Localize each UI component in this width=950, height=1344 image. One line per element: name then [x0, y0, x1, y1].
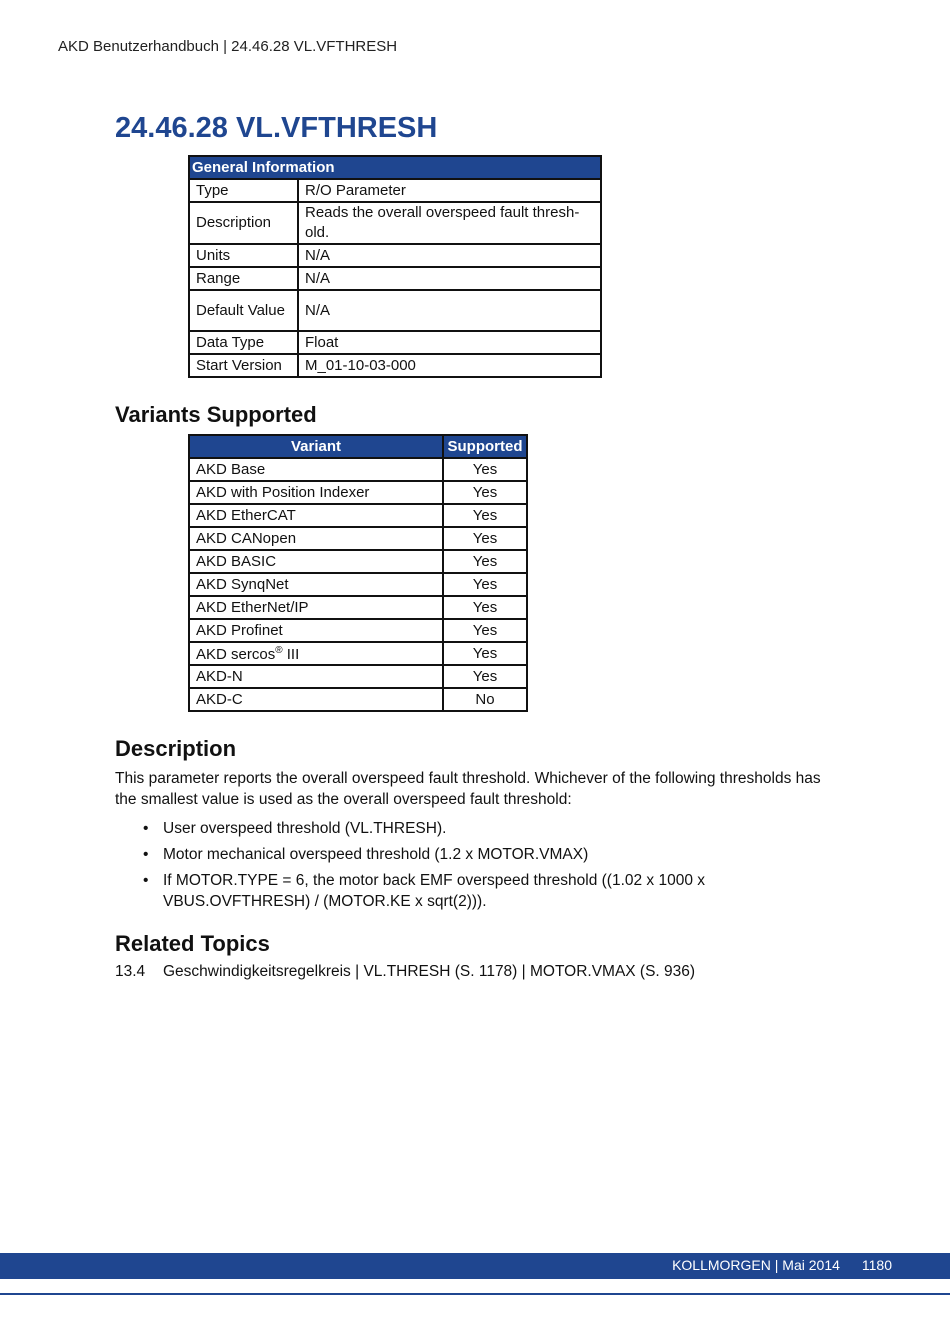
- related-topic-number: 13.4: [115, 963, 146, 980]
- info-value: N/A: [298, 244, 601, 267]
- supported-cell: Yes: [443, 504, 527, 527]
- table-row: [189, 619, 527, 642]
- table-row: [189, 458, 527, 481]
- general-info-heading: General Information: [189, 156, 601, 179]
- list-item: [115, 818, 815, 839]
- page-title: 24.46.28 VL.VFTHRESH: [115, 112, 438, 144]
- supported-column-header: Supported: [443, 435, 527, 458]
- info-key: Units: [189, 244, 298, 267]
- supported-cell: Yes: [443, 642, 527, 665]
- list-item-text: If MOTOR.TYPE = 6, the motor back EMF overspeed threshold ((1.02 x 1000 x VBUS.OVFTHRESH) / (MOTOR.KE x sqrt(2))).: [163, 872, 706, 910]
- list-item-text: Motor mechanical overspeed threshold (1.2 x MOTOR.VMAX): [163, 846, 589, 863]
- info-key: Description: [189, 202, 298, 244]
- variant-cell: AKD EtherCAT: [189, 504, 443, 527]
- table-row: [189, 179, 601, 202]
- supported-cell: Yes: [443, 573, 527, 596]
- info-value: Reads the overall overspeed fault thresh-old.: [298, 202, 601, 244]
- related-topics: [115, 963, 695, 981]
- supported-cell: Yes: [443, 527, 527, 550]
- info-key: Default Value: [189, 290, 298, 331]
- supported-cell: Yes: [443, 619, 527, 642]
- variant-cell: AKD-N: [189, 665, 443, 688]
- info-key: Range: [189, 267, 298, 290]
- variant-name: AKD sercos: [196, 645, 276, 663]
- variant-cell: AKD BASIC: [189, 550, 443, 573]
- list-item: [115, 844, 815, 865]
- related-topics-heading: Related Topics: [115, 931, 270, 956]
- footer-publisher: KOLLMORGEN | Mai 2014: [672, 1257, 840, 1273]
- related-topic-links[interactable]: Geschwindigkeitsregelkreis | VL.THRESH (S. 1178) | MOTOR.VMAX (S. 936): [163, 963, 696, 980]
- info-value: M_01-10-03-000: [298, 354, 601, 377]
- variant-cell: [189, 642, 443, 665]
- variant-cell: AKD Base: [189, 458, 443, 481]
- table-row: [189, 290, 601, 331]
- variant-cell: AKD Profinet: [189, 619, 443, 642]
- info-key: Type: [189, 179, 298, 202]
- bullet-icon: •: [143, 820, 149, 837]
- info-key: Start Version: [189, 354, 298, 377]
- variant-suffix: III: [282, 645, 300, 663]
- variant-cell: AKD CANopen: [189, 527, 443, 550]
- table-row: [189, 244, 601, 267]
- supported-cell: Yes: [443, 596, 527, 619]
- info-value: N/A: [298, 290, 601, 331]
- info-value: N/A: [298, 267, 601, 290]
- threshold-list: [115, 818, 815, 917]
- supported-cell: Yes: [443, 481, 527, 504]
- table-row: [189, 573, 527, 596]
- bullet-icon: •: [143, 846, 149, 863]
- variants-heading: Variants Supported: [115, 402, 317, 427]
- footer-divider: [0, 1293, 950, 1295]
- table-row: [189, 481, 527, 504]
- description-text: This parameter reports the overall overspeed fault threshold. Whichever of the following thresholds has the smallest value is used as the overall overspeed fault threshold:: [115, 770, 821, 808]
- registered-mark: ®: [275, 644, 283, 656]
- table-row: [189, 642, 527, 665]
- list-item: [115, 870, 815, 912]
- footer-bar: [0, 1253, 950, 1279]
- info-value: Float: [298, 331, 601, 354]
- general-info-table: [188, 155, 602, 378]
- table-row: [189, 596, 527, 619]
- table-row: [189, 527, 527, 550]
- variant-cell: AKD-C: [189, 688, 443, 711]
- bullet-icon: •: [143, 872, 149, 889]
- supported-cell: No: [443, 688, 527, 711]
- table-row: [189, 331, 601, 354]
- table-row: [189, 550, 527, 573]
- variant-cell: AKD EtherNet/IP: [189, 596, 443, 619]
- list-item-text: User overspeed threshold (VL.THRESH).: [163, 820, 447, 837]
- table-row: [189, 504, 527, 527]
- supported-cell: Yes: [443, 550, 527, 573]
- table-row: [189, 354, 601, 377]
- page-number: 1180: [861, 1257, 892, 1273]
- supported-cell: Yes: [443, 458, 527, 481]
- variant-cell: AKD with Position Indexer: [189, 481, 443, 504]
- variants-table: [188, 434, 528, 712]
- supported-cell: Yes: [443, 665, 527, 688]
- footer-text: [672, 1257, 892, 1273]
- variant-cell: AKD SynqNet: [189, 573, 443, 596]
- table-row: [189, 688, 527, 711]
- variant-column-header: Variant: [189, 435, 443, 458]
- table-row: [189, 665, 527, 688]
- info-value: R/O Parameter: [298, 179, 601, 202]
- table-row: [189, 267, 601, 290]
- info-key: Data Type: [189, 331, 298, 354]
- running-header: AKD Benutzerhandbuch | 24.46.28 VL.VFTHRESH: [58, 38, 398, 55]
- table-row: [189, 202, 601, 244]
- description-heading: Description: [115, 736, 237, 761]
